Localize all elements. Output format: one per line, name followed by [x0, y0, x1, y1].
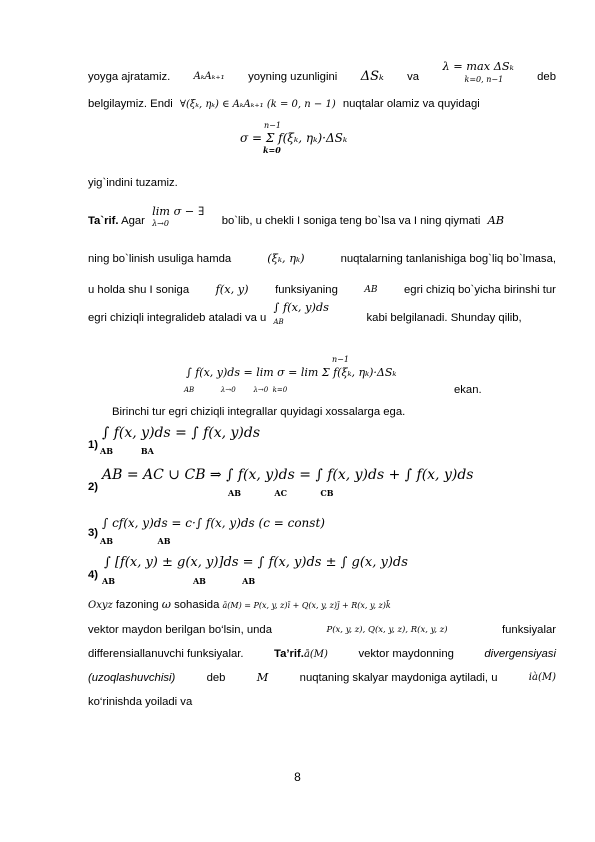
property-formula: ∫ f(x, y)ds = ∫ f(x, y)ds: [102, 425, 261, 441]
math-lambda: λ = max ΔSₖ: [442, 60, 514, 73]
definition-formula: ∫ f(x, y)ds = lim σ = lim Σ f(ξₖ, ηₖ)·ΔSₖ: [186, 366, 397, 379]
math-xi-eta: (ξₖ, ηₖ): [267, 252, 305, 265]
properties-intro: Birinchi tur egri chiziqli integrallar quyidagi xossalarga ega.: [112, 406, 406, 418]
paragraph-line-2: [88, 97, 556, 112]
definition-label: Ta`rif.: [88, 215, 119, 227]
text: u holda shu I soniga: [88, 284, 190, 296]
math-sub: k=0, n−1: [464, 75, 504, 84]
paragraph-vector-4: [88, 671, 556, 685]
math-lambda-max: [442, 60, 514, 84]
sum-bottom: k=0: [263, 145, 281, 155]
paragraph-vector-1: [88, 598, 556, 613]
text: fazoning: [115, 599, 159, 611]
property-sub: AB AC CB: [228, 488, 334, 498]
math-vector-field: ā(M) = P(x, y, z)ī + Q(x, y, z)j̄ + R(x, y, z)k̄: [222, 601, 391, 610]
text: Agar: [121, 215, 145, 227]
text: nuqtalarning tanlanishiga bog`liq bo`lmasa,: [340, 253, 556, 265]
text: sohasida: [174, 599, 220, 611]
text: ning bo`linish usuliga hamda: [88, 253, 232, 265]
term-divergence-alt: (uzoqlashuvchisi): [88, 672, 176, 684]
text: yoyga ajratamiz.: [88, 71, 171, 83]
paragraph-vector-3: [88, 647, 556, 662]
sum-top: n−1: [264, 121, 281, 130]
property-number: 1): [88, 439, 99, 451]
definition-line-2: [88, 252, 556, 266]
text: yoyning uzunligini: [248, 71, 338, 83]
definition-formula-top: n−1: [332, 355, 349, 364]
definition-line-4: [88, 301, 556, 326]
math-delta-s: ΔSₖ: [360, 69, 384, 84]
math-sub: AB: [273, 318, 284, 326]
math-ab: AB: [364, 285, 378, 295]
math-points: ∀(ξₖ, ηₖ) ∈ AₖAₖ₊₁ (k = 0, n − 1): [179, 99, 336, 110]
property-number: 3): [88, 527, 99, 539]
text: nuqtalar olamiz va quyidagi: [342, 98, 480, 110]
text: differensiallanuvchi funksiyalar.: [88, 648, 244, 660]
math-oxyz: Oxyz: [88, 600, 113, 611]
property-sub: AB BA: [100, 446, 154, 456]
text: ekan.: [454, 384, 482, 396]
property-number: 2): [88, 481, 99, 493]
text: bo`lib, u chekli I soniga teng bo`lsa va I ning qiymati: [221, 215, 481, 227]
math-fxy: f(x, y): [215, 283, 249, 296]
paragraph-vector-2: [88, 623, 556, 637]
definition-label: Ta’rif.: [274, 648, 304, 660]
math-div-a: ià(M): [528, 672, 556, 683]
definition-formula-sub: AB λ→0 λ→0 k=0: [184, 386, 288, 394]
paragraph-vector-5: ko‘rinishda yoiladi va: [88, 696, 193, 708]
math-pqr: P(x, y, z), Q(x, y, z), R(x, y, z): [326, 625, 448, 635]
sum-formula: [240, 131, 347, 145]
math-a-m: ā(M): [303, 649, 328, 660]
text: egri chiziq bo`yicha birinshi tur: [404, 284, 556, 296]
property-sub: AB AB: [100, 536, 171, 546]
property-formula: ∫ [f(x, y) ± g(x, y)]ds = ∫ f(x, y)ds ± ∫ g(x, y)ds: [104, 555, 408, 570]
math-lim: lim σ − ∃: [152, 205, 205, 218]
math-int: ∫ f(x, y)ds: [273, 301, 329, 314]
text: nuqtaning skalyar maydoniga aytiladi, u: [299, 672, 498, 684]
property-formula: ∫ cf(x, y)ds = c·∫ f(x, y)ds (c = const): [102, 516, 325, 530]
text: va: [407, 71, 420, 83]
definition-line-3: [88, 283, 556, 297]
math-ab: AB: [487, 214, 505, 227]
property-sub: AB AB AB: [102, 576, 256, 586]
text: kabi belgilanadi. Shunday qilib,: [366, 312, 522, 324]
property-number: 4): [88, 569, 99, 581]
math-sum: σ = Σ f(ξₖ, ηₖ)·ΔSₖ: [240, 131, 348, 145]
math-sub: λ→0: [152, 219, 169, 228]
definition-line-1: [88, 205, 556, 228]
paragraph-line-1: [88, 60, 556, 84]
math-limit: [152, 205, 208, 228]
property-formula: AB = AC ∪ CB ⇒ ∫ f(x, y)ds = ∫ f(x, y)ds + ∫ f(x, y)ds: [102, 467, 474, 483]
text: deb: [206, 672, 226, 684]
text: deb: [537, 71, 556, 83]
page-number: 8: [294, 770, 301, 784]
term-divergence: divergensiyasi: [484, 648, 556, 660]
math-integral: [273, 301, 333, 326]
text: funksiyaning: [275, 284, 338, 296]
text: belgilaymiz. Endi: [88, 98, 173, 110]
math-omega: ω: [161, 598, 171, 611]
math-m: M: [256, 671, 269, 684]
math-arc: AₖAₖ₊₁: [193, 71, 225, 82]
paragraph-line-3: yig`indini tuzamiz.: [88, 177, 178, 189]
text: vektor maydonning: [358, 648, 454, 660]
text: vektor maydon berilgan bo‘lsin, unda: [88, 624, 272, 636]
text: funksiyalar: [502, 624, 556, 636]
text: egri chiziqli integralideb ataladi va u: [88, 312, 267, 324]
